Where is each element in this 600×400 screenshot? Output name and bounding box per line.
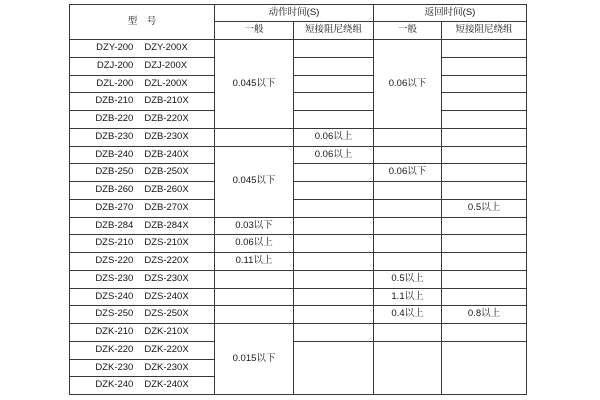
model-name-left: DZB-220 (95, 113, 134, 125)
table-row (70, 235, 527, 253)
return-damping-cell (442, 217, 527, 235)
action-general-cell: 0.015以下 (215, 324, 294, 395)
action-general-cell: 0.045以下 (215, 40, 294, 129)
model-cell (70, 235, 215, 253)
action-general-cell: 0.03以下 (215, 217, 294, 235)
model-name-right: DZB-250X (144, 166, 189, 178)
return-damping-cell (442, 341, 527, 394)
action-damping-cell (294, 199, 374, 217)
model-name-left: DZK-240 (95, 379, 134, 391)
return-damping-cell (442, 235, 527, 253)
model-cell (70, 111, 215, 129)
table-row (70, 270, 527, 288)
return-damping-cell (442, 93, 527, 111)
model-name-right: DZB-260X (144, 184, 189, 196)
model-cell (70, 270, 215, 288)
model-cell (70, 93, 215, 111)
return-general-cell: 0.4以上 (374, 306, 442, 324)
model-name-right: DZJ-200X (144, 59, 188, 71)
model-cell (70, 324, 215, 342)
model-name-right: DZL-200X (144, 77, 188, 89)
model-cell (70, 57, 215, 75)
header-action-time: 动作时间(S) (215, 5, 374, 22)
table-row (70, 288, 527, 306)
action-damping-cell (294, 253, 374, 271)
header-model: 型 号 (70, 5, 215, 40)
return-general-cell: 0.06以下 (374, 164, 442, 182)
model-name-left: DZS-230 (95, 272, 134, 284)
model-name-left: DZB-270 (95, 201, 134, 213)
table-row (70, 146, 527, 164)
action-general-cell (215, 270, 294, 288)
action-damping-cell (294, 40, 374, 58)
return-damping-cell (442, 75, 527, 93)
action-damping-cell (294, 75, 374, 93)
return-general-cell: 0.5以上 (374, 270, 442, 288)
model-name-left: DZJ-200 (96, 59, 134, 71)
header-row-1 (70, 5, 527, 22)
action-damping-cell (294, 164, 374, 182)
model-name-right: DZB-210X (144, 95, 189, 107)
model-name-left: DZK-210 (95, 326, 134, 338)
header-action-damping: 短接阻尼绕组 (294, 22, 374, 40)
model-name-left: DZB-240 (95, 148, 134, 160)
model-name-right: DZB-220X (144, 113, 189, 125)
return-damping-cell: 0.8以上 (442, 306, 527, 324)
return-damping-cell (442, 182, 527, 200)
return-general-cell (374, 217, 442, 235)
model-name-left: DZB-230 (95, 130, 134, 142)
return-general-cell (374, 146, 442, 164)
table-row (70, 341, 527, 359)
model-cell (70, 40, 215, 58)
action-general-cell (215, 306, 294, 324)
return-damping-cell (442, 324, 527, 342)
model-name-right: DZB-284X (144, 219, 189, 231)
header-return-damping: 短接阻尼绕组 (442, 22, 527, 40)
model-name-right: DZK-220X (144, 343, 189, 355)
model-cell (70, 164, 215, 182)
action-damping-cell: 0.06以上 (294, 128, 374, 146)
action-general-cell: 0.045以下 (215, 146, 294, 217)
return-damping-cell (442, 253, 527, 271)
model-cell (70, 306, 215, 324)
header-return-general: 一般 (374, 22, 442, 40)
model-cell (70, 146, 215, 164)
action-general-cell (215, 288, 294, 306)
action-damping-cell: 0.06以上 (294, 146, 374, 164)
relay-spec-table (69, 4, 527, 395)
table-row (70, 182, 527, 200)
model-name-right: DZY-200X (144, 42, 188, 54)
action-general-cell: 0.11以上 (215, 253, 294, 271)
action-damping-cell (294, 111, 374, 129)
table-row (70, 217, 527, 235)
model-name-right: DZK-210X (144, 326, 189, 338)
model-name-right: DZS-250X (144, 308, 189, 320)
model-name-right: DZB-230X (144, 130, 189, 142)
table-row (70, 306, 527, 324)
model-name-left: DZS-210 (95, 237, 134, 249)
model-name-right: DZB-270X (144, 201, 189, 213)
model-cell (70, 182, 215, 200)
table-row (70, 93, 527, 111)
model-cell (70, 377, 215, 395)
return-general-cell (374, 235, 442, 253)
model-cell (70, 217, 215, 235)
model-name-left: DZB-284 (95, 219, 134, 231)
action-damping-cell (294, 341, 374, 394)
model-name-right: DZK-240X (144, 379, 189, 391)
table-row (70, 199, 527, 217)
table-row (70, 164, 527, 182)
model-name-left: DZK-220 (95, 343, 134, 355)
action-damping-cell (294, 306, 374, 324)
action-damping-cell (294, 182, 374, 200)
action-damping-cell (294, 270, 374, 288)
model-name-left: DZK-230 (95, 361, 134, 373)
model-name-right: DZS-210X (144, 237, 189, 249)
table-row (70, 253, 527, 271)
return-damping-cell (442, 164, 527, 182)
model-cell (70, 199, 215, 217)
model-name-right: DZS-240X (144, 290, 189, 302)
header-action-general: 一般 (215, 22, 294, 40)
return-damping-cell (442, 40, 527, 58)
table-row (70, 111, 527, 129)
return-damping-cell (442, 270, 527, 288)
action-damping-cell (294, 324, 374, 342)
model-name-left: DZS-250 (95, 308, 134, 320)
model-name-left: DZS-220 (95, 255, 134, 267)
action-damping-cell (294, 235, 374, 253)
model-name-right: DZB-240X (144, 148, 189, 160)
table-row (70, 75, 527, 93)
model-cell (70, 128, 215, 146)
model-cell (70, 288, 215, 306)
return-damping-cell (442, 128, 527, 146)
return-general-cell (374, 182, 442, 200)
model-name-left: DZB-210 (95, 95, 134, 107)
model-cell (70, 341, 215, 359)
action-general-cell (215, 128, 294, 146)
model-cell (70, 75, 215, 93)
table-row (70, 57, 527, 75)
model-cell (70, 253, 215, 271)
model-name-right: DZS-220X (144, 255, 189, 267)
return-damping-cell (442, 146, 527, 164)
return-damping-cell (442, 57, 527, 75)
return-general-cell (374, 199, 442, 217)
return-general-cell (374, 253, 442, 271)
action-damping-cell (294, 93, 374, 111)
action-damping-cell (294, 57, 374, 75)
table-row (70, 40, 527, 58)
return-damping-cell (442, 288, 527, 306)
model-name-left: DZB-250 (95, 166, 134, 178)
model-name-left: DZL-200 (96, 77, 134, 89)
return-general-cell (374, 341, 442, 394)
action-damping-cell (294, 288, 374, 306)
return-general-cell: 0.06以下 (374, 40, 442, 129)
action-general-cell: 0.06以上 (215, 235, 294, 253)
return-damping-cell (442, 111, 527, 129)
header-return-time: 返回时间(S) (374, 5, 527, 22)
return-general-cell: 1.1以上 (374, 288, 442, 306)
return-damping-cell: 0.5以上 (442, 199, 527, 217)
model-name-right: DZK-230X (144, 361, 189, 373)
model-cell (70, 359, 215, 377)
action-damping-cell (294, 217, 374, 235)
model-name-left: DZB-260 (95, 184, 134, 196)
model-name-left: DZS-240 (95, 290, 134, 302)
model-name-left: DZY-200 (96, 42, 134, 54)
return-general-cell (374, 324, 442, 342)
return-general-cell (374, 128, 442, 146)
table-row (70, 324, 527, 342)
table-row (70, 128, 527, 146)
model-name-right: DZS-230X (144, 272, 189, 284)
